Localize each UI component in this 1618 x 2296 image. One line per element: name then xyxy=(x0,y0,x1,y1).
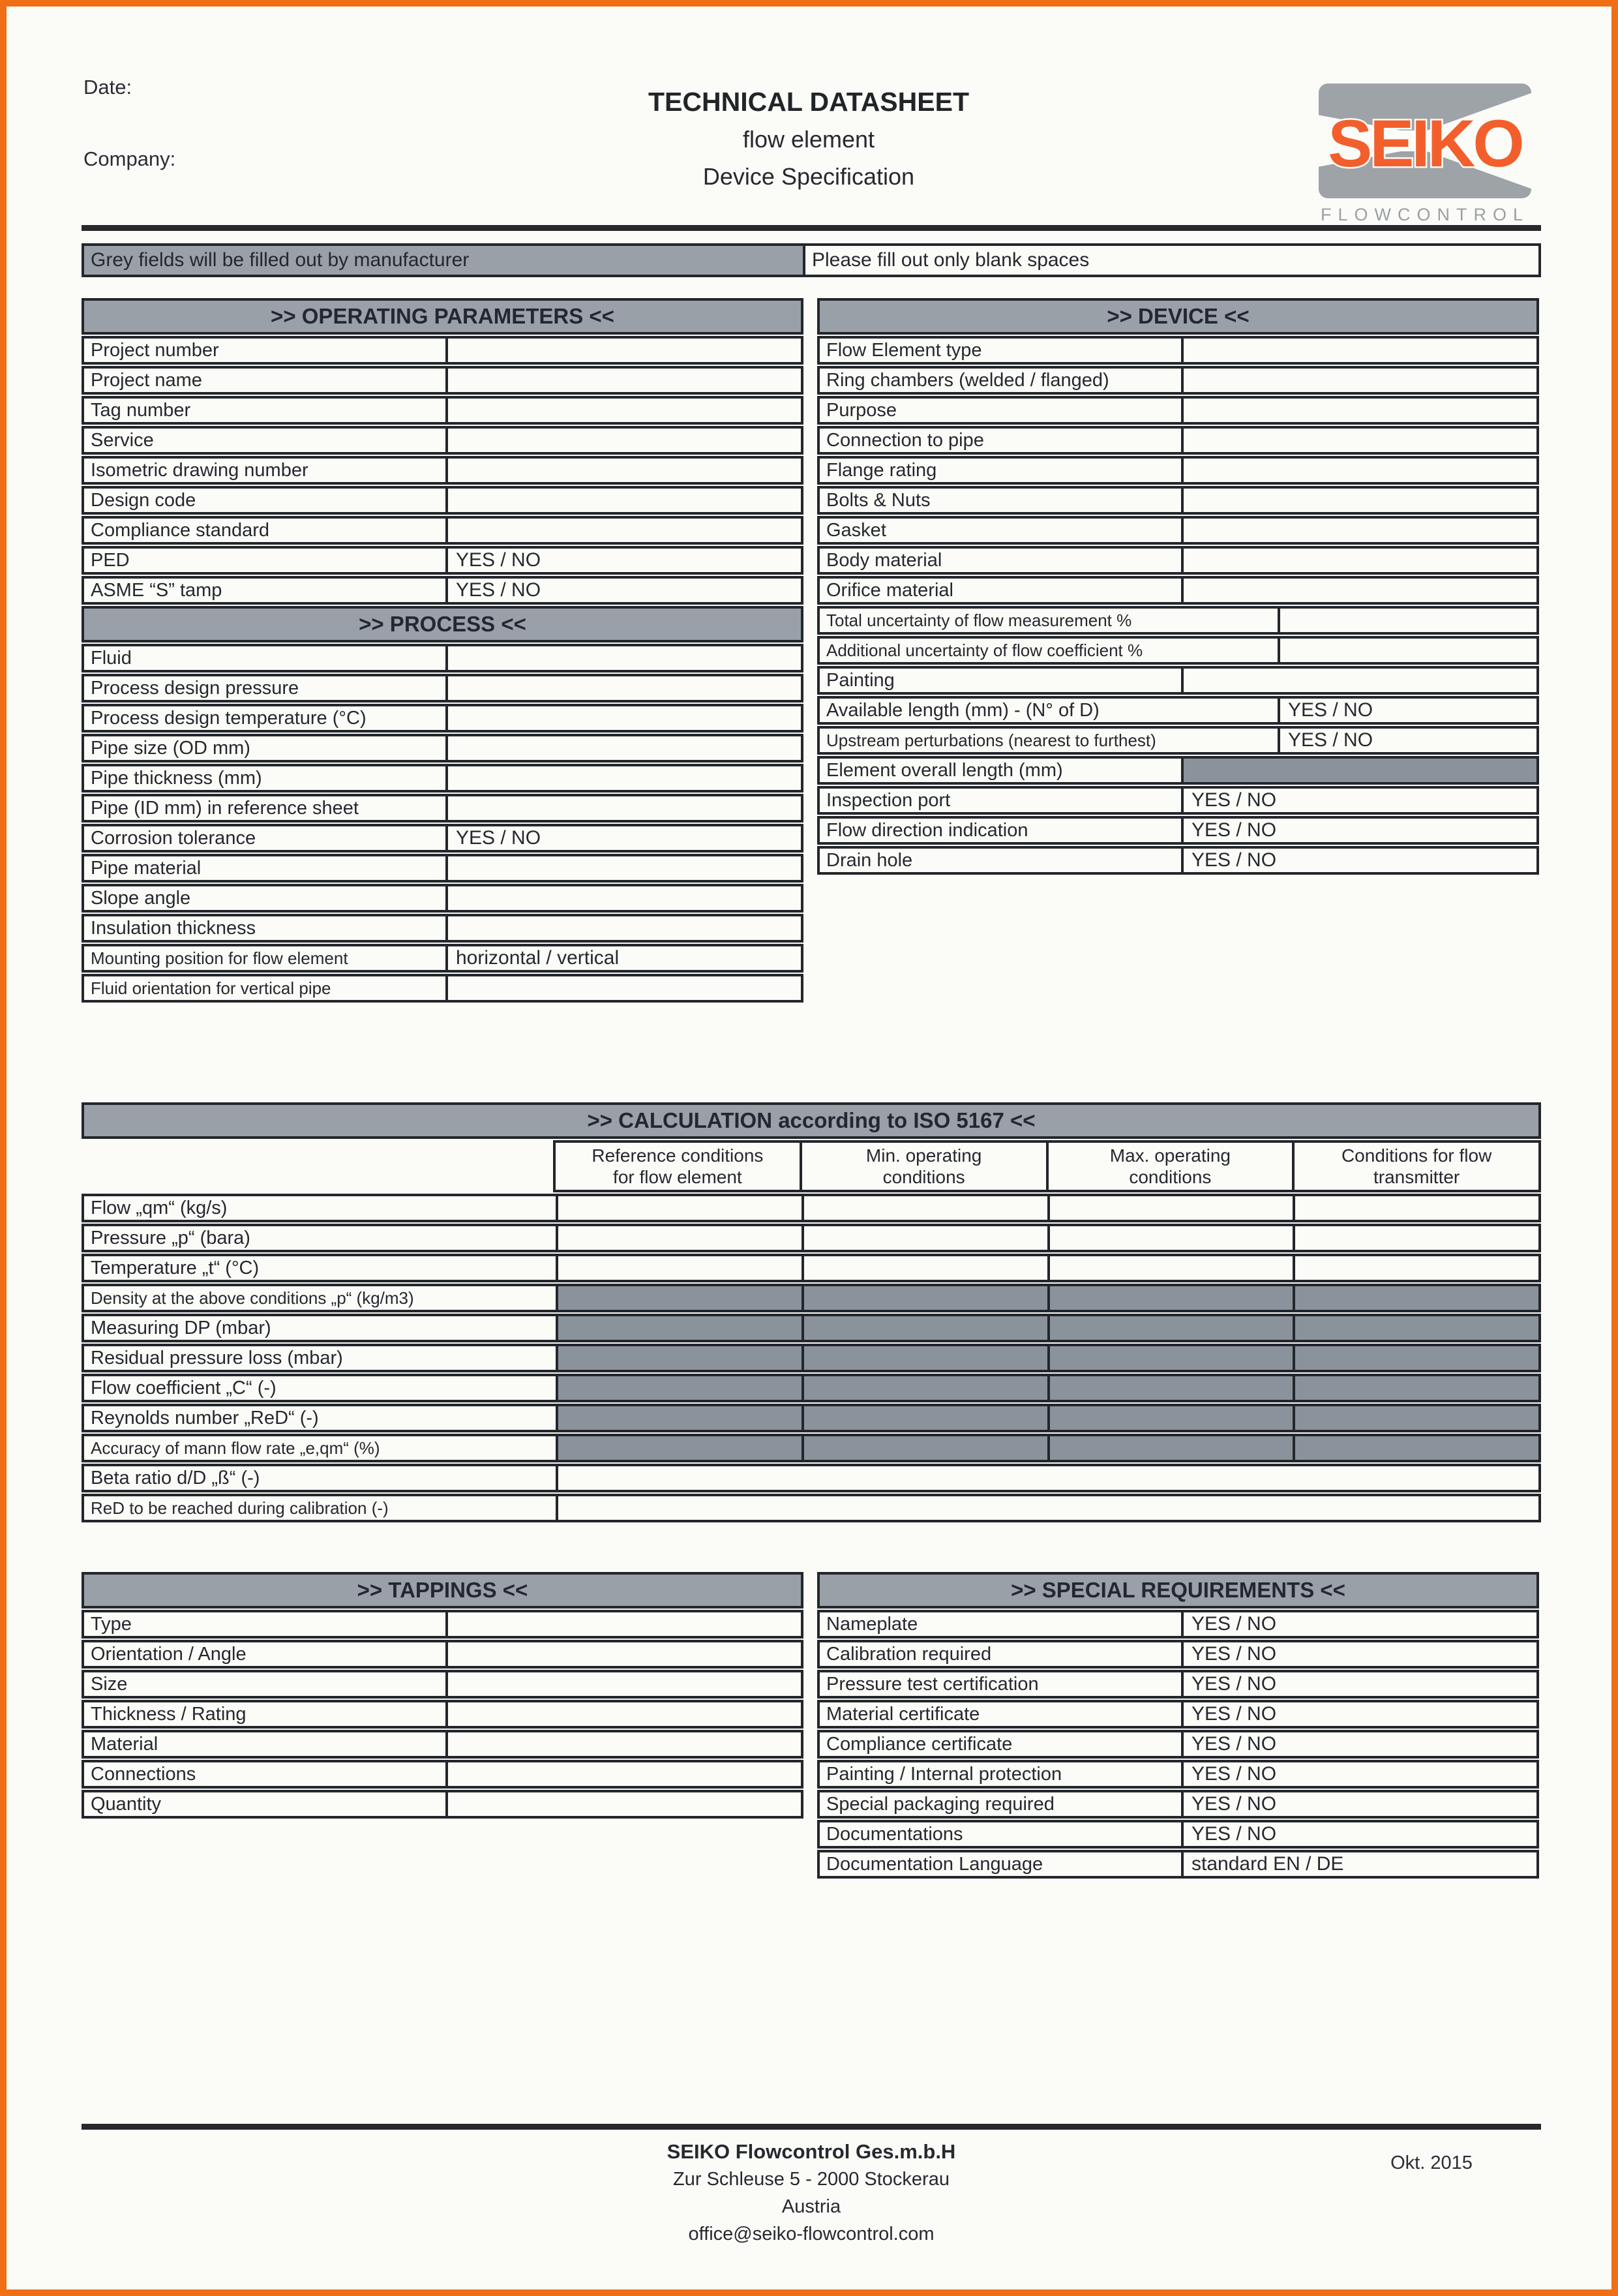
table-row xyxy=(817,516,1539,545)
table-row xyxy=(817,366,1539,395)
table-row xyxy=(82,854,803,883)
cell-max-operating[interactable] xyxy=(1047,1256,1293,1280)
col-header-min-operating: Min. operating conditions xyxy=(800,1143,1046,1190)
calculation-row xyxy=(82,1404,1541,1432)
row-value-field[interactable]: standard EN / DE xyxy=(1191,1853,1344,1875)
row-value-field[interactable] xyxy=(1184,519,1536,542)
table-row xyxy=(817,786,1539,815)
cell-min-operating[interactable] xyxy=(802,1256,1047,1280)
table-row xyxy=(82,1670,803,1699)
footer-email: office@seiko-flowcontrol.com xyxy=(688,2224,935,2244)
row-value-field[interactable] xyxy=(448,489,801,512)
table-row xyxy=(82,336,803,365)
special-requirements-header: >> SPECIAL REQUIREMENTS << xyxy=(817,1572,1539,1609)
table-row xyxy=(82,1790,803,1819)
cell-min-operating[interactable] xyxy=(802,1376,1047,1400)
row-label: Painting / Internal protection xyxy=(820,1762,1184,1786)
row-label: Residual pressure loss (mbar) xyxy=(91,1348,343,1368)
table-row xyxy=(817,1820,1539,1849)
cell-reference-conditions[interactable] xyxy=(556,1286,802,1310)
row-label: Corrosion tolerance xyxy=(84,826,448,850)
row-label: PED xyxy=(84,549,448,572)
table-row xyxy=(82,426,803,455)
row-label: Quantity xyxy=(84,1792,448,1816)
table-row xyxy=(817,336,1539,365)
row-value-field[interactable] xyxy=(1184,759,1536,782)
cell-max-operating[interactable] xyxy=(1047,1286,1293,1310)
table-row xyxy=(82,1760,803,1789)
table-row xyxy=(817,576,1539,605)
row-label: Drain hole xyxy=(820,849,1184,872)
row-label: Fluid xyxy=(84,646,448,670)
table-row xyxy=(82,914,803,943)
cell-flow-transmitter[interactable] xyxy=(1293,1316,1538,1340)
row-value-field[interactable] xyxy=(448,916,801,940)
table-row xyxy=(82,764,803,793)
table-row xyxy=(817,756,1539,785)
operating-parameters-rows xyxy=(82,336,803,605)
special-requirements-rows xyxy=(817,1610,1539,1879)
tappings-table xyxy=(82,1572,803,1819)
table-row xyxy=(817,396,1539,425)
calculation-row xyxy=(82,1434,1541,1462)
device-header: >> DEVICE << xyxy=(817,298,1539,335)
row-value-field[interactable]: YES / NO xyxy=(1191,789,1277,811)
cell-flow-transmitter[interactable] xyxy=(1293,1226,1538,1250)
cell-min-operating[interactable] xyxy=(802,1346,1047,1370)
footer-address: Zur Schleuse 5 - 2000 Stockerau xyxy=(673,2169,950,2190)
row-value-field[interactable] xyxy=(448,796,801,820)
row-label: Measuring DP (mbar) xyxy=(91,1318,271,1338)
cell-flow-transmitter[interactable] xyxy=(1293,1286,1538,1310)
table-row xyxy=(82,576,803,605)
cell-reference-conditions[interactable] xyxy=(556,1256,802,1280)
row-value-field[interactable] xyxy=(448,339,801,362)
cell-flow-transmitter[interactable] xyxy=(1293,1196,1538,1220)
row-value-field[interactable] xyxy=(448,646,801,670)
row-value-field[interactable] xyxy=(1184,429,1536,452)
row-value-field[interactable]: YES / NO xyxy=(1191,1643,1277,1665)
row-value-field[interactable]: YES / NO xyxy=(1191,849,1277,871)
table-row xyxy=(817,696,1539,725)
table-row xyxy=(817,546,1539,575)
cell-reference-conditions[interactable] xyxy=(556,1196,802,1220)
row-value-field[interactable]: YES / NO xyxy=(456,579,541,601)
row-label: Special packaging required xyxy=(820,1792,1184,1816)
table-row xyxy=(817,636,1539,665)
table-row xyxy=(82,974,803,1003)
footer-divider xyxy=(82,2124,1541,2130)
calculation-row xyxy=(82,1314,1541,1342)
row-label: Material certificate xyxy=(820,1702,1184,1726)
cell-max-operating[interactable] xyxy=(1047,1226,1293,1250)
row-value-field[interactable] xyxy=(448,976,801,1000)
row-value-field[interactable] xyxy=(1184,579,1536,602)
instruction-bar xyxy=(82,243,1541,277)
table-row xyxy=(82,396,803,425)
process-header: >> PROCESS << xyxy=(82,606,803,642)
cell-full-width[interactable] xyxy=(556,1496,1538,1520)
table-row xyxy=(82,1610,803,1639)
operating-parameters-table xyxy=(82,298,803,1003)
table-row xyxy=(82,546,803,575)
row-label: Material xyxy=(84,1732,448,1756)
row-label: Size xyxy=(84,1672,448,1696)
row-label: Connections xyxy=(84,1762,448,1786)
row-value-field[interactable]: YES / NO xyxy=(1191,1793,1277,1815)
row-label: Nameplate xyxy=(820,1612,1184,1636)
row-value-field[interactable]: YES / NO xyxy=(1288,729,1373,751)
row-value-field[interactable] xyxy=(1184,399,1536,422)
cell-max-operating[interactable] xyxy=(1047,1316,1293,1340)
page-subtitle-1: flow element xyxy=(742,126,875,153)
cell-flow-transmitter[interactable] xyxy=(1293,1256,1538,1280)
row-label: Insulation thickness xyxy=(84,916,448,940)
row-value-field[interactable] xyxy=(448,1672,801,1696)
row-value-field[interactable]: YES / NO xyxy=(456,549,541,571)
cell-reference-conditions[interactable] xyxy=(556,1316,802,1340)
row-value-field[interactable] xyxy=(448,1702,801,1726)
table-row xyxy=(82,734,803,763)
seiko-logo-graphic xyxy=(1317,82,1533,200)
row-label: Orientation / Angle xyxy=(84,1642,448,1666)
row-label: Pipe material xyxy=(84,856,448,880)
table-row xyxy=(82,1640,803,1669)
cell-max-operating[interactable] xyxy=(1047,1376,1293,1400)
device-table xyxy=(817,298,1539,875)
calculation-header: >> CALCULATION according to ISO 5167 << xyxy=(82,1102,1541,1139)
table-row xyxy=(817,1790,1539,1819)
col-header-flow-transmitter: Conditions for flow transmitter xyxy=(1292,1143,1538,1190)
logo-brand-text: SEIKO xyxy=(1328,106,1522,181)
table-row xyxy=(817,1730,1539,1759)
page-subtitle-2: Device Specification xyxy=(702,163,915,190)
row-label: Pressure „p“ (bara) xyxy=(91,1228,250,1248)
cell-max-operating[interactable] xyxy=(1047,1406,1293,1430)
row-label: Pipe (ID mm) in reference sheet xyxy=(84,796,448,820)
row-value-field[interactable]: YES / NO xyxy=(1191,1733,1277,1755)
row-label: Bolts & Nuts xyxy=(820,489,1184,512)
row-value-field[interactable] xyxy=(448,856,801,880)
row-label: Inspection port xyxy=(820,789,1184,812)
calculation-rows xyxy=(82,1194,1541,1522)
row-value-field[interactable] xyxy=(448,399,801,422)
footer-issue-date: Okt. 2015 xyxy=(1390,2152,1473,2173)
cell-max-operating[interactable] xyxy=(1047,1346,1293,1370)
row-value-field[interactable] xyxy=(448,1762,801,1786)
table-row xyxy=(817,666,1539,695)
row-value-field[interactable] xyxy=(1280,639,1536,662)
row-label: Project name xyxy=(84,369,448,392)
row-label: Gasket xyxy=(820,519,1184,542)
instruction-grey-fields: Grey fields will be filled out by manufacturer xyxy=(84,246,805,275)
device-rows xyxy=(817,336,1539,875)
row-value-field[interactable]: YES / NO xyxy=(1191,1703,1277,1725)
row-value-field[interactable] xyxy=(1184,669,1536,692)
row-value-field[interactable]: YES / NO xyxy=(456,827,541,849)
row-label: Service xyxy=(84,429,448,452)
seiko-logo xyxy=(1317,82,1533,225)
row-label: Mounting position for flow element xyxy=(84,946,448,970)
row-label: Reynolds number „ReD“ (-) xyxy=(91,1408,319,1428)
process-rows xyxy=(82,644,803,1003)
row-label: Additional uncertainty of flow coefficient % xyxy=(820,639,1280,662)
row-value-field[interactable] xyxy=(1184,459,1536,482)
table-row xyxy=(82,704,803,733)
calculation-table xyxy=(82,1102,1541,1522)
cell-reference-conditions[interactable] xyxy=(556,1406,802,1430)
col-header-reference-conditions: Reference conditions for flow element xyxy=(592,1145,764,1187)
row-value-field[interactable] xyxy=(448,1642,801,1666)
table-row xyxy=(817,486,1539,515)
row-label: Body material xyxy=(820,549,1184,572)
row-label: Orifice material xyxy=(820,579,1184,602)
table-row xyxy=(82,944,803,973)
table-row xyxy=(817,1610,1539,1639)
cell-min-operating[interactable] xyxy=(802,1226,1047,1250)
row-label: Compliance certificate xyxy=(820,1732,1184,1756)
table-row xyxy=(82,644,803,672)
cell-reference-conditions[interactable] xyxy=(556,1436,802,1460)
row-label: Density at the above conditions „p“ (kg/m3) xyxy=(91,1288,414,1308)
cell-max-operating[interactable] xyxy=(1047,1196,1293,1220)
table-row xyxy=(82,486,803,515)
title-block xyxy=(457,83,1161,195)
table-row xyxy=(817,1700,1539,1729)
footer-block xyxy=(82,2138,1541,2248)
table-row xyxy=(817,1850,1539,1879)
row-value-field[interactable] xyxy=(1280,609,1536,632)
row-label: Temperature „t“ (°C) xyxy=(91,1258,260,1278)
row-value-field[interactable] xyxy=(448,706,801,730)
col-header-max-operating: Max. operating conditions xyxy=(1046,1143,1293,1190)
row-value-field[interactable] xyxy=(448,519,801,542)
row-value-field[interactable] xyxy=(448,1732,801,1756)
calculation-row xyxy=(82,1374,1541,1402)
calculation-row xyxy=(82,1494,1541,1522)
footer-country: Austria xyxy=(781,2196,841,2217)
instruction-blank-spaces: Please fill out only blank spaces xyxy=(812,249,1090,271)
cell-min-operating[interactable] xyxy=(802,1196,1047,1220)
special-requirements-table xyxy=(817,1572,1539,1879)
row-value-field[interactable] xyxy=(1184,489,1536,512)
cell-flow-transmitter[interactable] xyxy=(1293,1346,1538,1370)
row-label: Accuracy of mann flow rate „e,qm“ (%) xyxy=(91,1438,380,1458)
logo-subtitle: FLOWCONTROL xyxy=(1320,205,1529,224)
row-value-field[interactable] xyxy=(448,1792,801,1816)
row-value-field[interactable] xyxy=(448,1612,801,1636)
header-divider xyxy=(82,225,1541,231)
row-label: Element overall length (mm) xyxy=(820,759,1184,782)
row-label: Flow direction indication xyxy=(820,819,1184,842)
row-label: Thickness / Rating xyxy=(84,1702,448,1726)
row-label: Design code xyxy=(84,489,448,512)
table-row xyxy=(817,846,1539,875)
cell-reference-conditions[interactable] xyxy=(556,1226,802,1250)
row-value-field[interactable]: horizontal / vertical xyxy=(456,947,620,969)
row-value-field[interactable]: YES / NO xyxy=(1191,1613,1277,1635)
row-label: Flange rating xyxy=(820,459,1184,482)
row-label: Compliance standard xyxy=(84,519,448,542)
row-value-field[interactable]: YES / NO xyxy=(1288,699,1373,721)
calculation-column-headers xyxy=(82,1140,1541,1192)
tappings-header: >> TAPPINGS << xyxy=(82,1572,803,1609)
date-label: Date: xyxy=(83,76,132,98)
row-label: Isometric drawing number xyxy=(84,459,448,482)
cell-max-operating[interactable] xyxy=(1047,1436,1293,1460)
table-row xyxy=(817,1640,1539,1669)
row-label: Slope angle xyxy=(84,886,448,910)
row-label: Upstream perturbations (nearest to furthest) xyxy=(820,729,1280,752)
row-value-field[interactable]: YES / NO xyxy=(1191,819,1277,841)
row-value-field[interactable]: YES / NO xyxy=(1191,1763,1277,1785)
calculation-row xyxy=(82,1464,1541,1492)
cell-reference-conditions[interactable] xyxy=(556,1346,802,1370)
row-value-field[interactable] xyxy=(1184,369,1536,392)
row-value-field[interactable] xyxy=(448,369,801,392)
cell-min-operating[interactable] xyxy=(802,1436,1047,1460)
row-value-field[interactable] xyxy=(448,429,801,452)
row-value-field[interactable] xyxy=(448,676,801,700)
table-row xyxy=(817,816,1539,845)
table-row xyxy=(817,726,1539,755)
row-label: Flow Element type xyxy=(820,339,1184,362)
table-row xyxy=(82,824,803,853)
cell-flow-transmitter[interactable] xyxy=(1293,1406,1538,1430)
table-row xyxy=(82,1700,803,1729)
table-row xyxy=(817,1760,1539,1789)
row-value-field[interactable] xyxy=(1184,549,1536,572)
row-label: Painting xyxy=(820,669,1184,692)
row-label: Pipe thickness (mm) xyxy=(84,766,448,790)
table-row xyxy=(82,794,803,823)
row-value-field[interactable] xyxy=(448,766,801,790)
row-label: Ring chambers (welded / flanged) xyxy=(820,369,1184,392)
table-row xyxy=(82,456,803,485)
row-label: Flow „qm“ (kg/s) xyxy=(91,1198,228,1218)
row-label: Documentations xyxy=(820,1822,1184,1846)
footer-company: SEIKO Flowcontrol Ges.m.b.H xyxy=(667,2140,956,2163)
row-label: Available length (mm) - (N° of D) xyxy=(820,699,1280,722)
cell-flow-transmitter[interactable] xyxy=(1293,1376,1538,1400)
row-value-field[interactable] xyxy=(1184,339,1536,362)
row-value-field[interactable] xyxy=(448,736,801,760)
table-row xyxy=(82,1730,803,1759)
row-label: Tag number xyxy=(84,399,448,422)
row-label: Type xyxy=(84,1612,448,1636)
cell-min-operating[interactable] xyxy=(802,1286,1047,1310)
table-row xyxy=(817,606,1539,635)
row-label: ASME “S” tamp xyxy=(84,579,448,602)
table-row xyxy=(817,1670,1539,1699)
cell-reference-conditions[interactable] xyxy=(556,1376,802,1400)
row-label: Project number xyxy=(84,339,448,362)
row-label: Fluid orientation for vertical pipe xyxy=(84,976,448,1000)
row-value-field[interactable]: YES / NO xyxy=(1191,1673,1277,1695)
row-label: Process design temperature (°C) xyxy=(84,706,448,730)
row-label: ReD to be reached during calibration (-) xyxy=(91,1498,389,1518)
calculation-blank-corner xyxy=(82,1140,553,1192)
calculation-row xyxy=(82,1344,1541,1372)
cell-full-width[interactable] xyxy=(556,1466,1538,1490)
row-value-field[interactable]: YES / NO xyxy=(1191,1823,1277,1845)
cell-min-operating[interactable] xyxy=(802,1406,1047,1430)
table-row xyxy=(82,366,803,395)
row-label: Flow coefficient „C“ (-) xyxy=(91,1378,277,1398)
table-row xyxy=(817,456,1539,485)
calculation-row xyxy=(82,1194,1541,1222)
row-label: Beta ratio d/D „ß“ (-) xyxy=(91,1468,260,1488)
row-label: Pressure test certification xyxy=(820,1672,1184,1696)
calculation-row xyxy=(82,1224,1541,1252)
row-value-field[interactable] xyxy=(448,886,801,910)
row-label: Pipe size (OD mm) xyxy=(84,736,448,760)
cell-flow-transmitter[interactable] xyxy=(1293,1436,1538,1460)
cell-min-operating[interactable] xyxy=(802,1316,1047,1340)
table-row xyxy=(82,674,803,702)
company-label: Company: xyxy=(83,147,176,170)
row-label: Process design pressure xyxy=(84,676,448,700)
operating-parameters-header: >> OPERATING PARAMETERS << xyxy=(82,298,803,335)
row-label: Calibration required xyxy=(820,1642,1184,1666)
row-label: Purpose xyxy=(820,399,1184,422)
row-label: Connection to pipe xyxy=(820,429,1184,452)
table-row xyxy=(82,516,803,545)
page-title: TECHNICAL DATASHEET xyxy=(648,87,969,117)
row-label: Documentation Language xyxy=(820,1852,1184,1876)
table-row xyxy=(817,426,1539,455)
table-row xyxy=(82,884,803,913)
calculation-row xyxy=(82,1284,1541,1312)
calculation-row xyxy=(82,1254,1541,1282)
tappings-rows xyxy=(82,1610,803,1819)
row-value-field[interactable] xyxy=(448,459,801,482)
row-label: Total uncertainty of flow measurement % xyxy=(820,609,1280,632)
